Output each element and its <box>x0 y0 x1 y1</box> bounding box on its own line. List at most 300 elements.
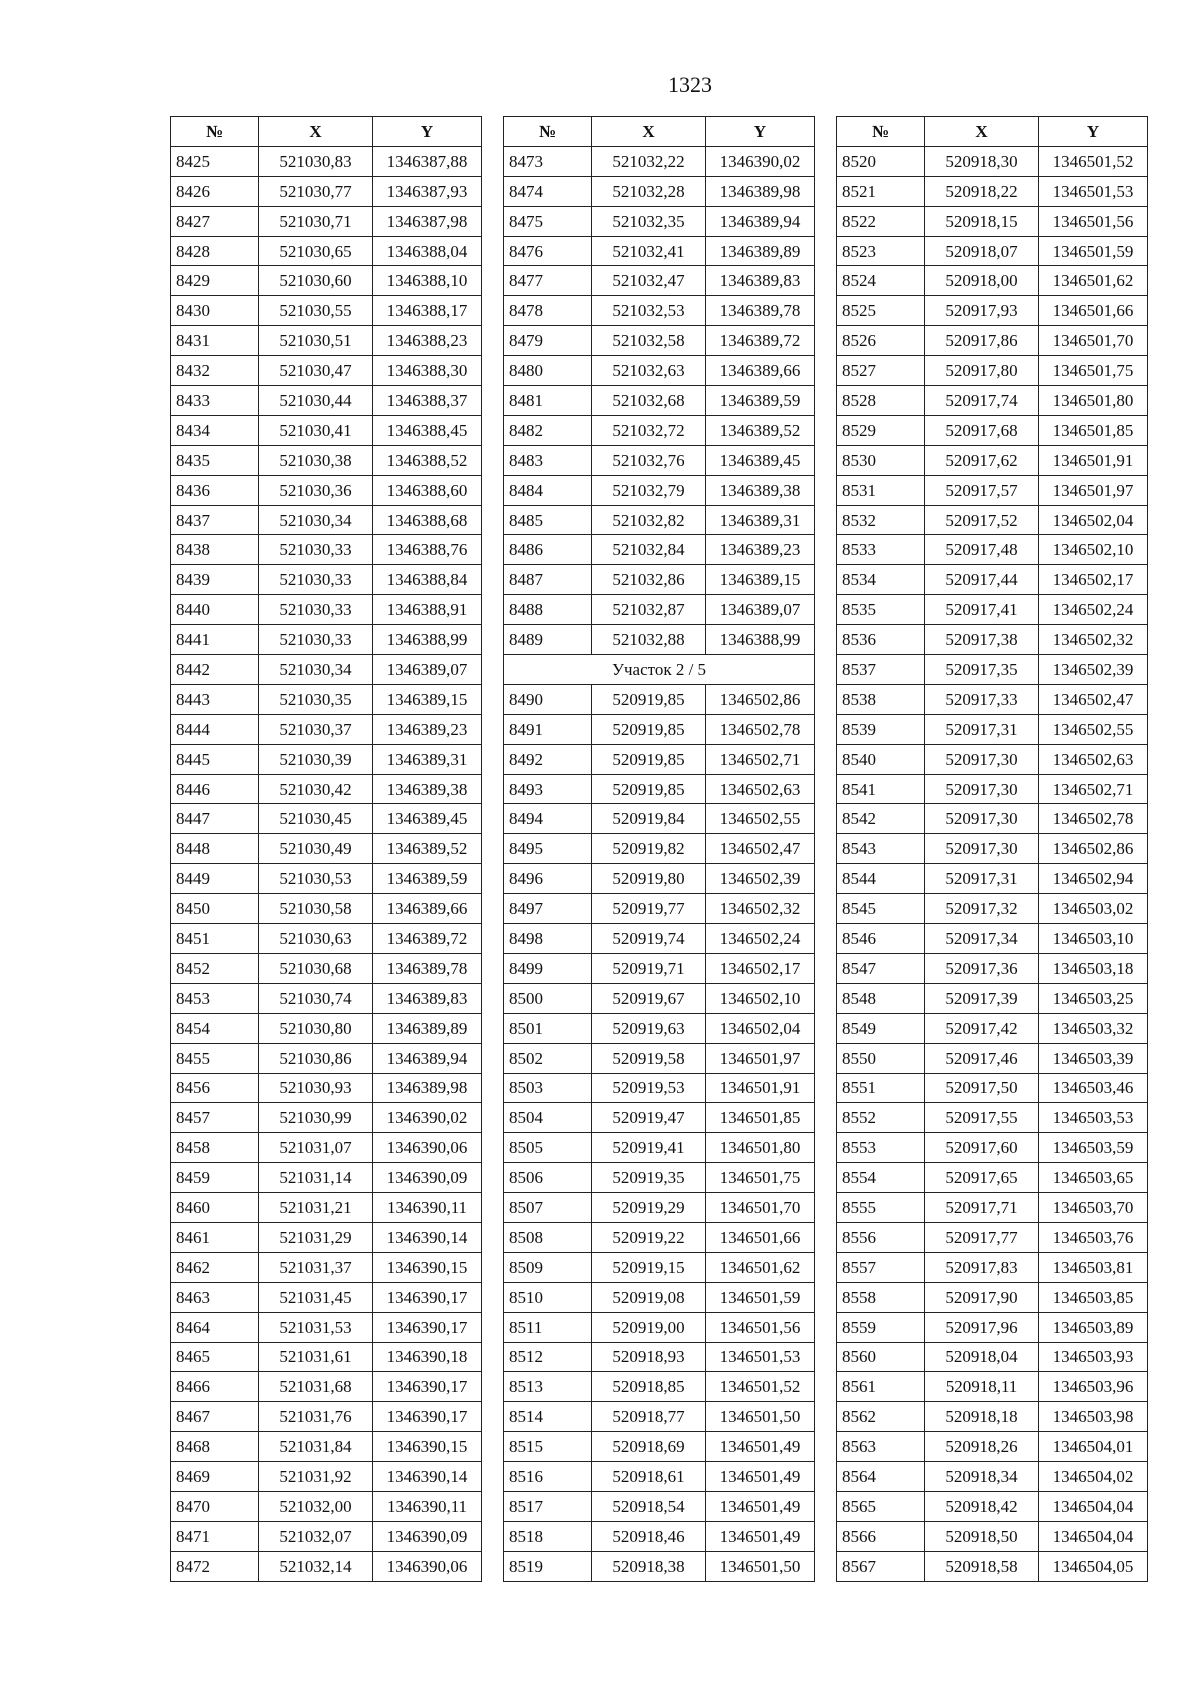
y-coordinate: 1346389,31 <box>706 505 815 535</box>
y-coordinate: 1346389,78 <box>373 953 482 983</box>
x-coordinate: 520917,74 <box>925 386 1039 416</box>
point-number: 8546 <box>837 924 925 954</box>
x-coordinate: 520917,44 <box>925 565 1039 595</box>
x-coordinate: 520917,96 <box>925 1312 1039 1342</box>
y-coordinate: 1346503,32 <box>1039 1013 1148 1043</box>
y-coordinate: 1346504,04 <box>1039 1491 1148 1521</box>
point-number: 8536 <box>837 625 925 655</box>
y-coordinate: 1346388,10 <box>373 266 482 296</box>
table-row <box>171 804 482 834</box>
point-number: 8459 <box>171 1163 259 1193</box>
y-coordinate: 1346501,80 <box>1039 386 1148 416</box>
point-number: 8507 <box>504 1193 592 1223</box>
table-row <box>504 894 815 924</box>
y-coordinate: 1346503,39 <box>1039 1043 1148 1073</box>
y-coordinate: 1346389,94 <box>706 206 815 236</box>
y-coordinate: 1346389,78 <box>706 296 815 326</box>
point-number: 8463 <box>171 1282 259 1312</box>
x-coordinate: 520917,34 <box>925 924 1039 954</box>
x-coordinate: 520919,82 <box>592 834 706 864</box>
table-row <box>171 415 482 445</box>
point-number: 8505 <box>504 1133 592 1163</box>
x-coordinate: 521030,63 <box>259 924 373 954</box>
table-row <box>171 774 482 804</box>
y-coordinate: 1346503,65 <box>1039 1163 1148 1193</box>
table-row <box>837 1402 1148 1432</box>
point-number: 8477 <box>504 266 592 296</box>
y-coordinate: 1346389,59 <box>706 386 815 416</box>
x-coordinate: 520918,77 <box>592 1402 706 1432</box>
y-coordinate: 1346389,83 <box>373 983 482 1013</box>
y-coordinate: 1346502,55 <box>1039 714 1148 744</box>
y-coordinate: 1346501,62 <box>1039 266 1148 296</box>
y-coordinate: 1346388,45 <box>373 415 482 445</box>
x-coordinate: 521030,33 <box>259 535 373 565</box>
y-coordinate: 1346503,85 <box>1039 1282 1148 1312</box>
table-row <box>504 1372 815 1402</box>
table-row <box>171 834 482 864</box>
y-coordinate: 1346503,98 <box>1039 1402 1148 1432</box>
x-coordinate: 520917,31 <box>925 864 1039 894</box>
table-row <box>504 386 815 416</box>
x-coordinate: 520917,46 <box>925 1043 1039 1073</box>
y-coordinate: 1346502,71 <box>706 744 815 774</box>
x-coordinate: 521030,44 <box>259 386 373 416</box>
y-coordinate: 1346503,93 <box>1039 1342 1148 1372</box>
y-coordinate: 1346390,15 <box>373 1252 482 1282</box>
x-coordinate: 521030,80 <box>259 1013 373 1043</box>
point-number: 8564 <box>837 1462 925 1492</box>
point-number: 8525 <box>837 296 925 326</box>
table-row <box>837 684 1148 714</box>
y-coordinate: 1346389,45 <box>373 804 482 834</box>
x-coordinate: 520917,30 <box>925 774 1039 804</box>
table-row <box>504 1282 815 1312</box>
table-row <box>837 146 1148 176</box>
point-number: 8454 <box>171 1013 259 1043</box>
point-number: 8556 <box>837 1222 925 1252</box>
y-coordinate: 1346390,09 <box>373 1521 482 1551</box>
y-coordinate: 1346390,09 <box>373 1163 482 1193</box>
x-coordinate: 521031,76 <box>259 1402 373 1432</box>
header-y: Y <box>706 117 815 147</box>
table-row <box>171 1462 482 1492</box>
point-number: 8563 <box>837 1432 925 1462</box>
y-coordinate: 1346387,98 <box>373 206 482 236</box>
point-number: 8561 <box>837 1372 925 1402</box>
point-number: 8533 <box>837 535 925 565</box>
x-coordinate: 520918,54 <box>592 1491 706 1521</box>
point-number: 8544 <box>837 864 925 894</box>
point-number: 8543 <box>837 834 925 864</box>
point-number: 8557 <box>837 1252 925 1282</box>
point-number: 8516 <box>504 1462 592 1492</box>
point-number: 8466 <box>171 1372 259 1402</box>
table-row <box>504 625 815 655</box>
point-number: 8503 <box>504 1073 592 1103</box>
y-coordinate: 1346388,68 <box>373 505 482 535</box>
y-coordinate: 1346502,47 <box>1039 684 1148 714</box>
table-row <box>504 1043 815 1073</box>
table-row <box>171 625 482 655</box>
table-row <box>504 326 815 356</box>
x-coordinate: 520919,67 <box>592 983 706 1013</box>
y-coordinate: 1346387,88 <box>373 146 482 176</box>
y-coordinate: 1346502,39 <box>1039 655 1148 685</box>
y-coordinate: 1346502,86 <box>706 684 815 714</box>
x-coordinate: 520917,32 <box>925 894 1039 924</box>
y-coordinate: 1346389,52 <box>706 415 815 445</box>
page-number: 1323 <box>668 72 712 97</box>
y-coordinate: 1346501,75 <box>706 1163 815 1193</box>
table-row <box>837 864 1148 894</box>
x-coordinate: 521030,51 <box>259 326 373 356</box>
point-number: 8549 <box>837 1013 925 1043</box>
table-row <box>171 684 482 714</box>
point-number: 8521 <box>837 176 925 206</box>
point-number: 8438 <box>171 535 259 565</box>
y-coordinate: 1346388,04 <box>373 236 482 266</box>
point-number: 8484 <box>504 475 592 505</box>
point-number: 8443 <box>171 684 259 714</box>
x-coordinate: 520919,29 <box>592 1193 706 1223</box>
x-coordinate: 521030,93 <box>259 1073 373 1103</box>
table-row <box>837 535 1148 565</box>
y-coordinate: 1346502,10 <box>1039 535 1148 565</box>
table-row <box>837 983 1148 1013</box>
y-coordinate: 1346503,96 <box>1039 1372 1148 1402</box>
table-row <box>504 1491 815 1521</box>
point-number: 8513 <box>504 1372 592 1402</box>
point-number: 8434 <box>171 415 259 445</box>
x-coordinate: 521032,63 <box>592 356 706 386</box>
table-row <box>837 266 1148 296</box>
y-coordinate: 1346388,60 <box>373 475 482 505</box>
x-coordinate: 521030,60 <box>259 266 373 296</box>
x-coordinate: 521030,65 <box>259 236 373 266</box>
table-row <box>837 326 1148 356</box>
y-coordinate: 1346501,59 <box>706 1282 815 1312</box>
table-row <box>837 834 1148 864</box>
table-row <box>837 744 1148 774</box>
x-coordinate: 520918,93 <box>592 1342 706 1372</box>
point-number: 8528 <box>837 386 925 416</box>
y-coordinate: 1346501,49 <box>706 1462 815 1492</box>
y-coordinate: 1346503,46 <box>1039 1073 1148 1103</box>
x-coordinate: 520919,85 <box>592 744 706 774</box>
table-row <box>504 1133 815 1163</box>
table-row <box>837 1103 1148 1133</box>
point-number: 8538 <box>837 684 925 714</box>
table-row <box>171 1103 482 1133</box>
point-number: 8512 <box>504 1342 592 1372</box>
table-row <box>837 953 1148 983</box>
y-coordinate: 1346390,15 <box>373 1432 482 1462</box>
section-row <box>504 655 815 685</box>
table-row <box>837 1013 1148 1043</box>
point-number: 8481 <box>504 386 592 416</box>
x-coordinate: 520917,42 <box>925 1013 1039 1043</box>
table-row <box>504 1252 815 1282</box>
point-number: 8514 <box>504 1402 592 1432</box>
x-coordinate: 520918,07 <box>925 236 1039 266</box>
x-coordinate: 520917,41 <box>925 595 1039 625</box>
x-coordinate: 521030,33 <box>259 565 373 595</box>
point-number: 8452 <box>171 953 259 983</box>
table-row <box>504 1163 815 1193</box>
point-number: 8428 <box>171 236 259 266</box>
x-coordinate: 521031,45 <box>259 1282 373 1312</box>
point-number: 8540 <box>837 744 925 774</box>
y-coordinate: 1346390,06 <box>373 1133 482 1163</box>
table-row <box>504 864 815 894</box>
x-coordinate: 521030,37 <box>259 714 373 744</box>
table-row <box>171 146 482 176</box>
point-number: 8488 <box>504 595 592 625</box>
point-number: 8457 <box>171 1103 259 1133</box>
table-row <box>171 176 482 206</box>
x-coordinate: 521031,53 <box>259 1312 373 1342</box>
table-row <box>171 1402 482 1432</box>
x-coordinate: 521032,72 <box>592 415 706 445</box>
x-coordinate: 520918,50 <box>925 1521 1039 1551</box>
x-coordinate: 521030,45 <box>259 804 373 834</box>
point-number: 8558 <box>837 1282 925 1312</box>
point-number: 8489 <box>504 625 592 655</box>
table-row <box>837 714 1148 744</box>
point-number: 8444 <box>171 714 259 744</box>
header-number: № <box>171 117 259 147</box>
table-row <box>837 1282 1148 1312</box>
x-coordinate: 521030,34 <box>259 505 373 535</box>
y-coordinate: 1346503,89 <box>1039 1312 1148 1342</box>
table-row <box>837 1043 1148 1073</box>
table-row <box>171 1282 482 1312</box>
point-number: 8530 <box>837 445 925 475</box>
table-row <box>837 1342 1148 1372</box>
point-number: 8541 <box>837 774 925 804</box>
point-number: 8534 <box>837 565 925 595</box>
y-coordinate: 1346501,91 <box>1039 445 1148 475</box>
y-coordinate: 1346390,17 <box>373 1372 482 1402</box>
y-coordinate: 1346389,83 <box>706 266 815 296</box>
point-number: 8435 <box>171 445 259 475</box>
table-row <box>171 1043 482 1073</box>
table-row <box>837 655 1148 685</box>
y-coordinate: 1346501,49 <box>706 1521 815 1551</box>
y-coordinate: 1346389,72 <box>373 924 482 954</box>
table-row <box>171 1312 482 1342</box>
point-number: 8467 <box>171 1402 259 1432</box>
point-number: 8508 <box>504 1222 592 1252</box>
y-coordinate: 1346390,06 <box>373 1551 482 1581</box>
table-row <box>504 475 815 505</box>
x-coordinate: 520918,46 <box>592 1521 706 1551</box>
x-coordinate: 521031,68 <box>259 1372 373 1402</box>
x-coordinate: 521032,14 <box>259 1551 373 1581</box>
y-coordinate: 1346503,81 <box>1039 1252 1148 1282</box>
y-coordinate: 1346502,63 <box>706 774 815 804</box>
table-row <box>171 326 482 356</box>
y-coordinate: 1346502,17 <box>1039 565 1148 595</box>
table-row <box>171 356 482 386</box>
y-coordinate: 1346389,66 <box>706 356 815 386</box>
x-coordinate: 521030,38 <box>259 445 373 475</box>
point-number: 8494 <box>504 804 592 834</box>
point-number: 8449 <box>171 864 259 894</box>
table-row <box>504 1432 815 1462</box>
x-coordinate: 520918,61 <box>592 1462 706 1492</box>
point-number: 8519 <box>504 1551 592 1581</box>
x-coordinate: 520917,86 <box>925 326 1039 356</box>
y-coordinate: 1346387,93 <box>373 176 482 206</box>
y-coordinate: 1346504,01 <box>1039 1432 1148 1462</box>
table-row <box>504 1222 815 1252</box>
x-coordinate: 520917,65 <box>925 1163 1039 1193</box>
x-coordinate: 520917,39 <box>925 983 1039 1013</box>
x-coordinate: 521030,71 <box>259 206 373 236</box>
table-row <box>837 924 1148 954</box>
y-coordinate: 1346389,07 <box>706 595 815 625</box>
table-row <box>837 176 1148 206</box>
x-coordinate: 520919,35 <box>592 1163 706 1193</box>
table-row <box>171 1013 482 1043</box>
x-coordinate: 521030,99 <box>259 1103 373 1133</box>
y-coordinate: 1346390,17 <box>373 1312 482 1342</box>
table-row <box>504 1342 815 1372</box>
x-coordinate: 521032,82 <box>592 505 706 535</box>
y-coordinate: 1346501,53 <box>1039 176 1148 206</box>
point-number: 8426 <box>171 176 259 206</box>
table-row <box>504 146 815 176</box>
point-number: 8473 <box>504 146 592 176</box>
x-coordinate: 521032,76 <box>592 445 706 475</box>
y-coordinate: 1346502,86 <box>1039 834 1148 864</box>
x-coordinate: 520919,08 <box>592 1282 706 1312</box>
table-row <box>837 595 1148 625</box>
table-row <box>504 1193 815 1223</box>
x-coordinate: 521032,35 <box>592 206 706 236</box>
x-coordinate: 520917,33 <box>925 684 1039 714</box>
x-coordinate: 520918,42 <box>925 1491 1039 1521</box>
x-coordinate: 521032,87 <box>592 595 706 625</box>
point-number: 8462 <box>171 1252 259 1282</box>
point-number: 8567 <box>837 1551 925 1581</box>
x-coordinate: 521032,68 <box>592 386 706 416</box>
point-number: 8456 <box>171 1073 259 1103</box>
x-coordinate: 520917,30 <box>925 804 1039 834</box>
x-coordinate: 521032,47 <box>592 266 706 296</box>
point-number: 8526 <box>837 326 925 356</box>
point-number: 8470 <box>171 1491 259 1521</box>
x-coordinate: 521030,33 <box>259 595 373 625</box>
x-coordinate: 520918,85 <box>592 1372 706 1402</box>
y-coordinate: 1346502,78 <box>1039 804 1148 834</box>
table-row <box>504 595 815 625</box>
point-number: 8429 <box>171 266 259 296</box>
table-row <box>504 834 815 864</box>
x-coordinate: 521032,58 <box>592 326 706 356</box>
y-coordinate: 1346389,98 <box>373 1073 482 1103</box>
y-coordinate: 1346389,38 <box>373 774 482 804</box>
y-coordinate: 1346390,02 <box>373 1103 482 1133</box>
y-coordinate: 1346502,32 <box>1039 625 1148 655</box>
table-row <box>504 1551 815 1581</box>
table-row <box>504 505 815 535</box>
point-number: 8458 <box>171 1133 259 1163</box>
point-number: 8448 <box>171 834 259 864</box>
table-row <box>504 296 815 326</box>
point-number: 8545 <box>837 894 925 924</box>
x-coordinate: 520919,77 <box>592 894 706 924</box>
x-coordinate: 521031,92 <box>259 1462 373 1492</box>
x-coordinate: 520919,85 <box>592 774 706 804</box>
point-number: 8506 <box>504 1163 592 1193</box>
header-number: № <box>504 117 592 147</box>
y-coordinate: 1346390,11 <box>373 1491 482 1521</box>
table-row <box>837 1491 1148 1521</box>
header-x: X <box>592 117 706 147</box>
table-row <box>837 296 1148 326</box>
y-coordinate: 1346501,50 <box>706 1402 815 1432</box>
y-coordinate: 1346501,70 <box>706 1193 815 1223</box>
y-coordinate: 1346504,05 <box>1039 1551 1148 1581</box>
y-coordinate: 1346389,15 <box>706 565 815 595</box>
y-coordinate: 1346388,23 <box>373 326 482 356</box>
table-row <box>171 236 482 266</box>
x-coordinate: 520919,71 <box>592 953 706 983</box>
point-number: 8548 <box>837 983 925 1013</box>
y-coordinate: 1346389,89 <box>373 1013 482 1043</box>
x-coordinate: 521032,00 <box>259 1491 373 1521</box>
table-row <box>504 565 815 595</box>
table-row <box>504 983 815 1013</box>
y-coordinate: 1346501,56 <box>706 1312 815 1342</box>
y-coordinate: 1346501,70 <box>1039 326 1148 356</box>
table-row <box>837 1312 1148 1342</box>
point-number: 8439 <box>171 565 259 595</box>
y-coordinate: 1346390,18 <box>373 1342 482 1372</box>
y-coordinate: 1346389,89 <box>706 236 815 266</box>
x-coordinate: 521030,42 <box>259 774 373 804</box>
x-coordinate: 520917,83 <box>925 1252 1039 1282</box>
x-coordinate: 520918,58 <box>925 1551 1039 1581</box>
x-coordinate: 520917,60 <box>925 1133 1039 1163</box>
x-coordinate: 521030,86 <box>259 1043 373 1073</box>
point-number: 8500 <box>504 983 592 1013</box>
y-coordinate: 1346501,80 <box>706 1133 815 1163</box>
table-row <box>171 505 482 535</box>
point-number: 8527 <box>837 356 925 386</box>
table-row <box>504 684 815 714</box>
y-coordinate: 1346390,17 <box>373 1282 482 1312</box>
header-x: X <box>925 117 1039 147</box>
point-number: 8475 <box>504 206 592 236</box>
table-row <box>504 445 815 475</box>
coordinates-table-3 <box>836 116 1148 1582</box>
y-coordinate: 1346503,10 <box>1039 924 1148 954</box>
table-row <box>171 1551 482 1581</box>
y-coordinate: 1346502,24 <box>706 924 815 954</box>
point-number: 8469 <box>171 1462 259 1492</box>
coordinates-table-1 <box>170 116 482 1582</box>
x-coordinate: 520917,55 <box>925 1103 1039 1133</box>
point-number: 8430 <box>171 296 259 326</box>
y-coordinate: 1346503,25 <box>1039 983 1148 1013</box>
x-coordinate: 521031,21 <box>259 1193 373 1223</box>
point-number: 8474 <box>504 176 592 206</box>
point-number: 8427 <box>171 206 259 236</box>
